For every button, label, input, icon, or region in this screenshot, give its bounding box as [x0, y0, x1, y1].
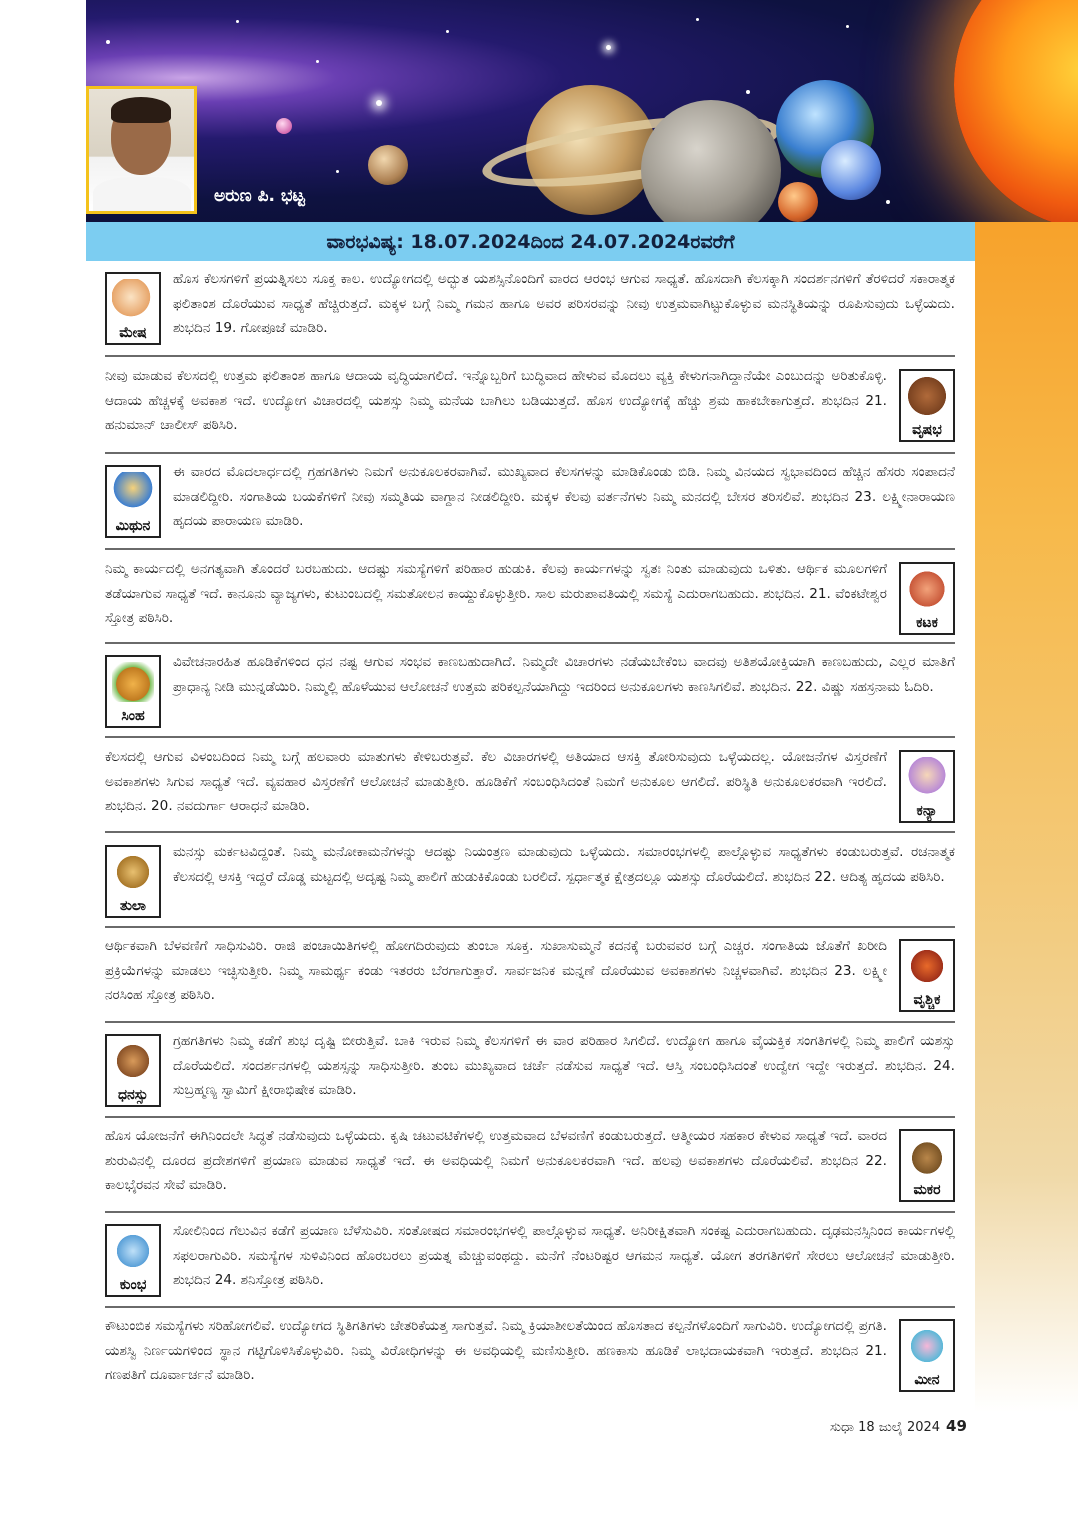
horoscope-text: ಕೌಟುಂಬಿಕ ಸಮಸ್ಯೆಗಳು ಸರಿಹೋಗಲಿವೆ. ಉದ್ಯೋಗದ ಸ್ಥಿತಿಗತಿಗಳು ಚೇತರಿಕೆಯತ್ತ ಸಾಗುತ್ತವೆ. ನಿಮ್ಮ ಕ್ರಿಯಾಶೀಲತೆಯಿಂದ ಹೊಸತಾದ ಕಲ್ಪನೆಗಳೊಂದಿಗೆ ಸಾಗುವಿರಿ. ಉದ್ಯೋಗದಲ್ಲಿ ಪ್ರಗತಿ. ಯಶಸ್ವಿ ನಿರ್ಣಯಗಳಿಂದ ಸ್ಥಾನ ಗಟ್ಟಿಗೊಳಿಸಿಕೊಳ್ಳುವಿರಿ. ನಿಮ್ಮ ವಿರೋಧಿಗಳನ್ನು ಈ ಅವಧಿಯಲ್ಲಿ ಮಣಿಸುತ್ತೀರಿ. ಹಣಕಾಸು ಹೂಡಿಕೆ ಲಾಭದಾಯಕವಾಗಿ ಇರುತ್ತದೆ. ಶುಭದಿನ 21. ಗಣಪತಿಗೆ ದೂರ್ವಾರ್ಚನೆ ಮಾಡಿರಿ.	[105, 1318, 887, 1383]
horoscope-entry-makara	[105, 1124, 955, 1206]
sign-box: ಕನ್ಯಾ	[899, 750, 955, 823]
sign-box: ತುಲಾ	[105, 845, 161, 918]
horoscope-entry-kanya	[105, 745, 955, 827]
horoscope-text: ಈ ವಾರದ ಮೊದಲಾರ್ಧದಲ್ಲಿ ಗ್ರಹಗತಿಗಳು ನಿಮಗೆ ಅನುಕೂಲಕರವಾಗಿವೆ. ಮುಖ್ಯವಾದ ಕೆಲಸಗಳನ್ನು ಮಾಡಿಕೊಂಡು ಬಿಡಿ. ನಿಮ್ಮ ವಿನಯದ ಸ್ವಭಾವದಿಂದ ಹೆಚ್ಚಿನ ಹೆಸರು ಸಂಪಾದನೆ ಮಾಡಲಿದ್ದೀರಿ. ಸಂಗಾತಿಯ ಬಯಕೆಗಳಿಗೆ ನೀವು ಸಮ್ಮತಿಯ ವಾಗ್ದಾನ ನೀಡಲಿದ್ದೀರಿ. ಮಕ್ಕಳ ಕೆಲವು ವರ್ತನೆಗಳು ನಿಮ್ಮ ಮನದಲ್ಲಿ ಬೇಸರ ತರಿಸಲಿವೆ. ಶುಭದಿನ 23. ಲಕ್ಷ್ಮೀನಾರಾಯಣ ಹೃದಯ ಪಾರಾಯಣ ಮಾಡಿರಿ.	[173, 464, 955, 529]
divider	[105, 452, 955, 454]
author-name: ಅರುಣ ಪಿ. ಭಟ್ಟ	[214, 186, 305, 206]
divider	[105, 642, 955, 644]
small-planet-image	[276, 118, 292, 134]
divider	[105, 926, 955, 928]
horoscope-text: ವಿವೇಚನಾರಹಿತ ಹೂಡಿಕೆಗಳಿಂದ ಧನ ನಷ್ಟ ಆಗುವ ಸಂಭವ ಕಾಣಬಹುದಾಗಿದೆ. ನಿಮ್ಮದೇ ವಿಚಾರಗಳು ನಡೆಯಬೇಕೆಂಬ ವಾದವು ಅತಿಶಯೋಕ್ತಿಯಾಗಿ ಕಾಣಬಹುದು, ಎಲ್ಲರ ಮಾತಿಗೆ ಪ್ರಾಧಾನ್ಯ ನೀಡಿ ಮುನ್ನಡೆಯಿರಿ. ನಿಮ್ಮಲ್ಲಿ ಹೊಳೆಯುವ ಆಲೋಚನೆ ಉತ್ತಮ ಪರಿಕಲ್ಪನೆಯಾಗಿದ್ದು ಇದರಿಂದ ಅನುಕೂಲಗಳು ಕಾಣಸಿಗಲಿವೆ. ಶುಭದಿನ. 22. ವಿಷ್ಣು ಸಹಸ್ರನಾಮ ಓದಿರಿ.	[173, 654, 955, 695]
neptune-image	[821, 140, 881, 200]
divider	[105, 1211, 955, 1213]
sign-box: ಮಿಥುನ	[105, 465, 161, 538]
page-footer	[830, 1417, 967, 1435]
horoscope-text: ಹೊಸ ಯೋಜನೆಗೆ ಈಗಿನಿಂದಲೇ ಸಿದ್ಧತೆ ನಡೆಸುವುದು ಒಳ್ಳೆಯದು. ಕೃಷಿ ಚಟುವಟಿಕೆಗಳಲ್ಲಿ ಉತ್ತಮವಾದ ಬೆಳವಣಿಗೆ ಕಂಡುಬರುತ್ತದೆ. ಆತ್ಮೀಯರ ಸಹಕಾರ ಕೇಳುವ ಸಾಧ್ಯತೆ ಇದೆ. ವಾರದ ಶುರುವಿನಲ್ಲಿ ದೂರದ ಪ್ರದೇಶಗಳಿಗೆ ಪ್ರಯಾಣ ಮಾಡುವ ಸಾಧ್ಯತೆ ಇದೆ. ಈ ಅವಧಿಯಲ್ಲಿ ನಿಮಗೆ ಅನುಕೂಲಕರವಾಗಿ ಇದೆ. ಹಲವು ಅವಕಾಶಗಳು ದೊರೆಯಲಿವೆ. ಶುಭದಿನ 22. ಕಾಲಭೈರವನ ಸೇವೆ ಮಾಡಿರಿ.	[105, 1128, 887, 1193]
archer-icon	[112, 1041, 154, 1081]
sign-box: ವೃಶ್ಚಿಕ	[899, 939, 955, 1012]
horoscope-text: ಸೋಲಿನಿಂದ ಗೆಲುವಿನ ಕಡೆಗೆ ಪ್ರಯಾಣ ಬೆಳೆಸುವಿರಿ. ಸಂತೋಷದ ಸಮಾರಂಭಗಳಲ್ಲಿ ಪಾಲ್ಗೊಳ್ಳುವ ಸಾಧ್ಯತೆ. ಅನಿರೀಕ್ಷಿತವಾಗಿ ಸಂಕಷ್ಟ ಎದುರಾಗಬಹುದು. ದೃಢಮನಸ್ಸಿನಿಂದ ಕಾರ್ಯಗಳಲ್ಲಿ ಸಫಲರಾಗುವಿರಿ. ಸಮಸ್ಯೆಗಳ ಸುಳಿವಿನಿಂದ ಹೊರಬರಲು ಪ್ರಯತ್ನ ಮೆಚ್ಚುವಂಥದ್ದು. ಮನೆಗೆ ನೆಂಟರಿಷ್ಟರ ಆಗಮನ ಸಾಧ್ಯತೆ. ಯೋಗ ತರಗತಿಗಳಿಗೆ ಸೇರಲು ಆಲೋಚನೆ ಮಾಡುತ್ತೀರಿ. ಶುಭದಿನ 24. ಶನಿಸ್ತೋತ್ರ ಪಠಿಸಿರಿ.	[173, 1223, 955, 1288]
sign-box: ಕುಂಭ	[105, 1224, 161, 1297]
horoscope-text: ನಿಮ್ಮ ಕಾರ್ಯದಲ್ಲಿ ಅನಗತ್ಯವಾಗಿ ತೊಂದರೆ ಬರಬಹುದು. ಆದಷ್ಟು ಸಮಸ್ಯೆಗಳಿಗೆ ಪರಿಹಾರ ಹುಡುಕಿ. ಕೆಲವು ಕಾರ್ಯಗಳನ್ನು ಸ್ವತಃ ನಿಂತು ಮಾಡುವುದು ಒಳಿತು. ಆರ್ಥಿಕ ಮೂಲಗಳಿಗೆ ತಡೆಯಾಗುವ ಸಾಧ್ಯತೆ ಇದೆ. ಕಾನೂನು ವ್ಯಾಜ್ಯಗಳು, ಕುಟುಂಬದಲ್ಲಿ ಸಮತೋಲನ ಕಾಯ್ದುಕೊಳ್ಳುತ್ತೀರಿ. ಸಾಲ ಮರುಪಾವತಿಯಲ್ಲಿ ಸಮಸ್ಯೆ ಎದುರಾಗಬಹುದು. ಶುಭದಿನ. 21. ವೆಂಕಟೇಶ್ವರ ಸ್ತೋತ್ರ ಪಠಿಸಿರಿ.	[105, 561, 887, 626]
sign-box: ವೃಷಭ	[899, 369, 955, 442]
horoscope-entry-vrishabha	[105, 364, 955, 446]
horoscope-entry-dhanassu	[105, 1029, 955, 1111]
divider	[105, 1021, 955, 1023]
horoscope-list	[86, 261, 975, 1404]
horoscope-text: ಗ್ರಹಗತಿಗಳು ನಿಮ್ಮ ಕಡೆಗೆ ಶುಭ ದೃಷ್ಟಿ ಬೀರುತ್ತಿವೆ. ಬಾಕಿ ಇರುವ ನಿಮ್ಮ ಕೆಲಸಗಳಿಗೆ ಈ ವಾರ ಪರಿಹಾರ ಸಿಗಲಿದೆ. ಉದ್ಯೋಗ ಹಾಗೂ ವೈಯಕ್ತಿಕ ಸಂಗತಿಗಳಲ್ಲಿ ನಿಮ್ಮ ಪಾಲಿಗೆ ಯಶಸ್ಸು ದೊರೆಯಲಿದೆ. ಸಂದರ್ಶನಗಳಲ್ಲಿ ಯಶಸ್ಸನ್ನು ಸಾಧಿಸುತ್ತೀರಿ. ತುಂಬ ಮುಖ್ಯವಾದ ಚರ್ಚೆ ನಡೆಸುವ ಸಾಧ್ಯತೆ ಇದೆ. ಆಸ್ತಿ ಸಂಬಂಧಿಸಿದಂತೆ ಉದ್ವೇಗ ಇದ್ದೇ ಇರುತ್ತದೆ. ಶುಭದಿನ. 24. ಸುಬ್ರಹ್ಮಣ್ಯ ಸ್ವಾಮಿಗೆ ಕ್ಷೀರಾಭಿಷೇಕ ಮಾಡಿರಿ.	[173, 1033, 955, 1098]
sign-box: ಮೀನ	[899, 1319, 955, 1392]
horoscope-entry-kataka	[105, 557, 955, 639]
horoscope-entry-simha	[105, 650, 955, 732]
divider	[105, 831, 955, 833]
ram-icon	[112, 279, 154, 319]
title-bar	[86, 222, 975, 261]
bull-icon	[906, 376, 948, 416]
sign-box: ಮಕರ	[899, 1129, 955, 1202]
mars-image	[778, 182, 818, 222]
scales-icon	[112, 852, 154, 892]
horoscope-entry-kumbha	[105, 1219, 955, 1301]
horoscope-entry-mesha	[105, 267, 955, 349]
horoscope-text: ಮನಸ್ಸು ಮರ್ಕಟವಿದ್ದಂತೆ. ನಿಮ್ಮ ಮನೋಕಾಮನೆಗಳನ್ನು ಆದಷ್ಟು ನಿಯಂತ್ರಣ ಮಾಡುವುದು ಒಳ್ಳೆಯದು. ಸಮಾರಂಭಗಳಲ್ಲಿ ಪಾಲ್ಗೊಳ್ಳುವ ಸಾಧ್ಯತೆಗಳು ಕಂಡುಬರುತ್ತವೆ. ರಚನಾತ್ಮಕ ಕೆಲಸದಲ್ಲಿ ಆಸಕ್ತಿ ಇದ್ದರೆ ದೊಡ್ಡ ಮಟ್ಟದಲ್ಲಿ ಅದೃಷ್ಟ ನಿಮ್ಮ ಪಾಲಿಗೆ ಹುಡುಕಿಕೊಂಡು ಬರಲಿದೆ. ಸ್ಪರ್ಧಾತ್ಮಕ ಕ್ಷೇತ್ರದಲ್ಲೂ ಯಶಸ್ಸು ದೊರೆಯಲಿದೆ. ಶುಭದಿನ 22. ಆದಿತ್ಯ ಹೃದಯ ಪಠಿಸಿರಿ.	[173, 844, 955, 885]
maiden-icon	[906, 757, 948, 797]
sign-box: ಮೇಷ	[105, 272, 161, 345]
horoscope-text: ನೀವು ಮಾಡುವ ಕೆಲಸದಲ್ಲಿ ಉತ್ತಮ ಫಲಿತಾಂಶ ಹಾಗೂ ಆದಾಯ ವೃದ್ಧಿಯಾಗಲಿದೆ. ಇನ್ನೊಬ್ಬರಿಗೆ ಬುದ್ಧಿವಾದ ಹೇಳುವ ಮೊದಲು ವ್ಯಕ್ತಿ ಕೇಳುಗನಾಗಿದ್ದಾನೆಯೇ ಎಂಬುದನ್ನು ಅರಿತುಕೊಳ್ಳಿ. ಆದಾಯ ಹೆಚ್ಚಳಕ್ಕೆ ಅವಕಾಶ ಇದೆ. ಉದ್ಯೋಗ ವಿಚಾರದಲ್ಲಿ ಯಶಸ್ಸು ನಿಮ್ಮ ಮನೆಯ ಬಾಗಿಲು ಬಡಿಯುತ್ತದೆ. ಹೊಸ ಉದ್ಯೋಗಕ್ಕೆ ಹೆಚ್ಚು ಶ್ರಮ ಹಾಕಬೇಕಾಗುತ್ತದೆ. ಶುಭದಿನ 21. ಹನುಮಾನ್ ಚಾಲೀಸ್ ಪಠಿಸಿರಿ.	[105, 368, 887, 433]
mercury-image	[368, 145, 408, 185]
page-title: ವಾರಭವಿಷ್ಯ: 18.07.2024ದಿಂದ 24.07.2024ರವರೆಗೆ	[326, 230, 735, 253]
horoscope-entry-meena	[105, 1314, 955, 1396]
author-photo	[86, 86, 197, 214]
sun-image	[954, 0, 1078, 222]
divider	[105, 1306, 955, 1308]
horoscope-text: ಆರ್ಥಿಕವಾಗಿ ಬೆಳವಣಿಗೆ ಸಾಧಿಸುವಿರಿ. ರಾಜಿ ಪಂಚಾಯಿತಿಗಳಲ್ಲಿ ಹೋಗದಿರುವುದು ತುಂಬಾ ಸೂಕ್ತ. ಸುಖಾಸುಮ್ಮನೆ ಕದನಕ್ಕೆ ಬರುವವರ ಬಗ್ಗೆ ಎಚ್ಚರ. ಸಂಗಾತಿಯ ಜೊತೆಗೆ ಖರೀದಿ ಪ್ರಕ್ರಿಯೆಗಳನ್ನು ಮಾಡಲು ಇಚ್ಛಿಸುತ್ತೀರಿ. ನಿಮ್ಮ ಸಾಮರ್ಥ್ಯ ಕಂಡು ಇತರರು ಬೆರಗಾಗುತ್ತಾರೆ. ಸಾರ್ವಜನಿಕ ಮನ್ನಣೆ ದೊರೆಯುವ ಅವಕಾಶಗಳು ನಿಚ್ಚಳವಾಗಿವೆ. ಶುಭದಿನ 23. ಲಕ್ಷ್ಮೀ ನರಸಿಂಹ ಸ್ತೋತ್ರ ಪಠಿಸಿರಿ.	[105, 938, 887, 1003]
horoscope-text: ಕೆಲಸದಲ್ಲಿ ಆಗುವ ವಿಳಂಬದಿಂದ ನಿಮ್ಮ ಬಗ್ಗೆ ಹಲವಾರು ಮಾತುಗಳು ಕೇಳಿಬರುತ್ತವೆ. ಕೆಲ ವಿಚಾರಗಳಲ್ಲಿ ಅತಿಯಾದ ಆಸಕ್ತಿ ತೋರಿಸುವುದು ಒಳ್ಳೆಯದಲ್ಲ. ಯೋಜನೆಗಳ ವಿಸ್ತರಣೆಗೆ ಅವಕಾಶಗಳು ಸಿಗುವ ಸಾಧ್ಯತೆ ಇದೆ. ವ್ಯವಹಾರ ವಿಸ್ತರಣೆಗೆ ಆಲೋಚನೆ ಮಾಡುತ್ತೀರಿ. ಹೂಡಿಕೆಗೆ ಸಂಬಂಧಿಸಿದಂತೆ ನಿಮಗೆ ಅನುಕೂಲ ಆಗಲಿದೆ. ಪರಿಸ್ಥಿತಿ ಅನುಕೂಲಕರವಾಗಿ ಇರಲಿದೆ. ಶುಭದಿನ. 20. ನವದುರ್ಗಾ ಆರಾಧನೆ ಮಾಡಿರಿ.	[105, 749, 887, 814]
horoscope-text: ಹೊಸ ಕೆಲಸಗಳಿಗೆ ಪ್ರಯತ್ನಿಸಲು ಸೂಕ್ತ ಕಾಲ. ಉದ್ಯೋಗದಲ್ಲಿ ಅದ್ಭುತ ಯಶಸ್ಸಿನೊಂದಿಗೆ ವಾರದ ಆರಂಭ ಆಗುವ ಸಾಧ್ಯತೆ. ಹೊಸದಾಗಿ ಕೆಲಸಕ್ಕಾಗಿ ಸಂದರ್ಶನಗಳಿಗೆ ತೆರಳಿದರೆ ಸಕಾರಾತ್ಮಕ ಫಲಿತಾಂಶ ದೊರೆಯುವ ಸಾಧ್ಯತೆ ಹೆಚ್ಚಿರುತ್ತದೆ. ಮಕ್ಕಳ ಬಗ್ಗೆ ನಿಮ್ಮ ಗಮನ ಹಾಗೂ ಅವರ ಪರಿಸರವನ್ನು ನೀವು ಉತ್ತಮವಾಗಿಟ್ಟುಕೊಳ್ಳುವ ಮನಸ್ಥಿತಿಯನ್ನು ರೂಪಿಸುವುದು ಒಳ್ಳೆಯದು. ಶುಭದಿನ 19. ಗೋಪೂಜೆ ಮಾಡಿರಿ.	[173, 271, 955, 336]
divider	[105, 548, 955, 550]
horoscope-entry-mithuna	[105, 460, 955, 542]
horoscope-entry-tula	[105, 840, 955, 922]
sun-glow-strip	[975, 222, 1078, 1412]
sign-box: ಧನಸ್ಸು	[105, 1034, 161, 1107]
fish-icon	[906, 1326, 948, 1366]
divider	[105, 736, 955, 738]
lion-icon	[112, 662, 154, 702]
scorpion-icon	[906, 946, 948, 986]
divider	[105, 355, 955, 357]
magazine-issue: ಸುಧಾ 18 ಜುಲೈ 2024	[830, 1420, 941, 1435]
page-number: 49	[946, 1417, 967, 1435]
crab-icon	[906, 569, 948, 609]
twins-icon	[112, 472, 154, 512]
horoscope-entry-vrishchika	[105, 934, 955, 1016]
sign-box: ಕಟಕ	[899, 562, 955, 635]
divider	[105, 1116, 955, 1118]
water-bearer-icon	[112, 1231, 154, 1271]
sign-box: ಸಿಂಹ	[105, 655, 161, 728]
crocodile-icon	[906, 1136, 948, 1176]
